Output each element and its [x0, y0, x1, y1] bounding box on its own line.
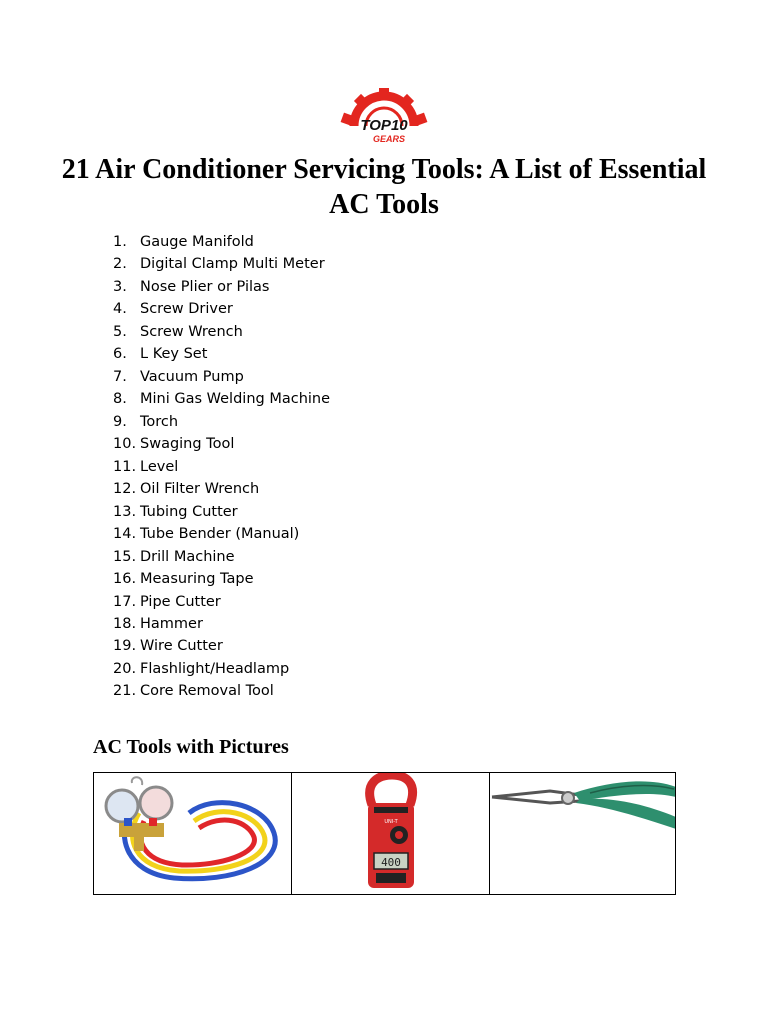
list-item-number: 21. — [113, 683, 137, 700]
list-item-number: 11. — [113, 458, 137, 475]
list-item-name: Screw Driver — [140, 301, 233, 318]
list-item — [113, 478, 330, 500]
list-item — [113, 298, 330, 320]
list-item — [113, 343, 330, 365]
list-item — [113, 433, 330, 455]
logo-text-bottom: GEARS — [372, 134, 406, 144]
list-item-number: 13. — [113, 503, 137, 520]
logo-text-top: TOP10 — [360, 117, 408, 134]
page-title: 21 Air Conditioner Servicing Tools: A List of Essential AC Tools — [61, 154, 707, 220]
clamp-meter-image — [292, 773, 489, 894]
list-item-number: 7. — [113, 368, 127, 385]
list-item-name: Core Removal Tool — [140, 683, 274, 700]
list-item — [113, 276, 330, 298]
list-item — [113, 523, 330, 545]
list-item-number: 15. — [113, 548, 137, 565]
list-item — [113, 411, 330, 433]
list-item-name: Swaging Tool — [140, 436, 235, 453]
list-item — [113, 501, 330, 523]
list-item — [113, 366, 330, 388]
section-heading: AC Tools with Pictures — [93, 736, 289, 758]
list-item-name: Mini Gas Welding Machine — [140, 391, 331, 408]
list-item — [113, 321, 330, 343]
picture-cell-gauge-manifold — [94, 773, 291, 894]
list-item-name: L Key Set — [140, 346, 208, 363]
list-item-name: Vacuum Pump — [140, 368, 244, 385]
list-item-name: Torch — [140, 413, 179, 430]
list-item-name: Tubing Cutter — [140, 503, 238, 520]
list-item-name: Measuring Tape — [140, 571, 254, 588]
list-item — [113, 568, 330, 590]
list-item-number: 8. — [113, 391, 127, 408]
list-item-name: Level — [140, 458, 179, 475]
list-item-number: 10. — [113, 436, 137, 453]
list-item-name: Drill Machine — [140, 548, 235, 565]
list-item-number: 18. — [113, 615, 137, 632]
list-item-number: 19. — [113, 638, 137, 655]
list-item — [113, 456, 330, 478]
list-item-number: 17. — [113, 593, 137, 610]
list-item-number: 2. — [113, 256, 127, 273]
list-item-number: 6. — [113, 346, 127, 363]
list-item — [113, 546, 330, 568]
list-item-name: Digital Clamp Multi Meter — [140, 256, 325, 273]
picture-cell-nose-plier — [489, 773, 675, 894]
list-item-number: 3. — [113, 278, 127, 295]
meter-display: 400 — [381, 856, 401, 869]
list-item-name: Gauge Manifold — [140, 234, 254, 250]
list-item-number: 14. — [113, 526, 137, 543]
list-item-name: Wire Cutter — [140, 638, 223, 655]
list-item-name: Hammer — [140, 615, 203, 632]
list-item-number: 9. — [113, 413, 127, 430]
list-item-name: Oil Filter Wrench — [140, 481, 260, 498]
meter-brand: UNI-T — [384, 819, 398, 825]
list-item-number: 12. — [113, 481, 137, 498]
gauge-manifold-image — [94, 773, 291, 894]
list-item-name: Screw Wrench — [140, 323, 243, 340]
list-item — [113, 635, 330, 657]
tool-list — [113, 231, 330, 703]
list-item — [113, 231, 330, 253]
list-item — [113, 388, 330, 410]
list-item — [113, 680, 330, 702]
list-item — [113, 658, 330, 680]
top10-gears-logo — [334, 86, 434, 148]
list-item-number: 4. — [113, 301, 127, 318]
list-item — [113, 253, 330, 275]
list-item-number: 1. — [113, 234, 127, 250]
list-item-name: Nose Plier or Pilas — [140, 278, 270, 295]
list-item-name: Flashlight/Headlamp — [140, 660, 290, 677]
list-item-name: Pipe Cutter — [140, 593, 221, 610]
list-item-number: 5. — [113, 323, 127, 340]
pictures-table — [93, 772, 676, 895]
list-item — [113, 613, 330, 635]
nose-plier-image — [490, 773, 675, 894]
list-item-number: 20. — [113, 660, 137, 677]
list-item-name: Tube Bender (Manual) — [140, 526, 300, 543]
list-item — [113, 591, 330, 613]
list-item-number: 16. — [113, 571, 137, 588]
picture-cell-clamp-meter — [291, 773, 489, 894]
